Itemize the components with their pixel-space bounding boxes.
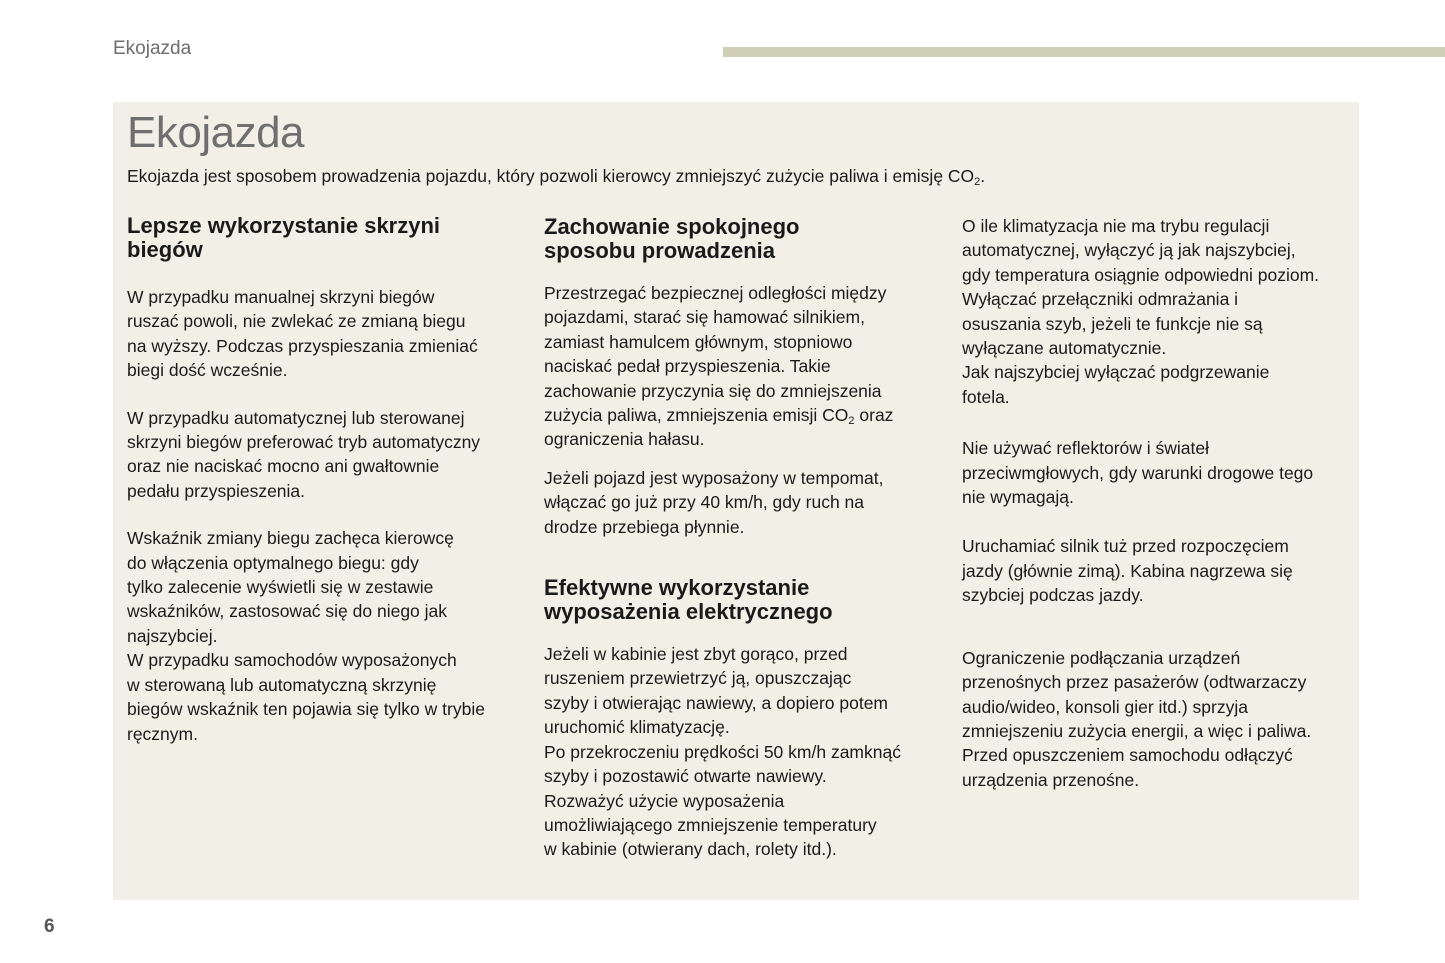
header-accent-bar bbox=[723, 47, 1445, 57]
paragraph-portable-devices: Ograniczenie podłączania urządzeń przenośnych przez pasażerów (odtwarzaczy audio/wideo, konsoli gier itd.) sprzyja zmniejszeniu zużycia energii, a więc i paliwa. Przed opuszczeniem samochodu odłączyć urządzenia przenośne. bbox=[962, 647, 1312, 790]
paragraph-air-conditioning: O ile klimatyzacja nie ma trybu regulacji automatycznej, wyłączyć ją jak najszybciej, gdy temperatura osiągnie odpowiedni poziom. Wyłączać przełączniki odmrażania i osuszania szyb, jeżeli te funkcje nie są wyłączane automatycznie. Jak najszybciej wyłączać podgrzewanie fotela. bbox=[962, 216, 1320, 407]
paragraph-manual-gearbox: W przypadku manualnej skrzyni biegów ruszać powoli, nie zwlekać ze zmianą biegu na wyższy. Podczas przyspieszania zmieniać biegi dość wcześnie. bbox=[127, 287, 478, 381]
intro-paragraph bbox=[127, 166, 985, 188]
column-driving-style bbox=[544, 214, 934, 862]
paragraph-cruise-control: Jeżeli pojazd jest wyposażony w tempomat, włączać go już przy 40 km/h, gdy ruch na drodze przebiega płynnie. bbox=[544, 467, 884, 537]
safe-distance-text: Przestrzegać bezpiecznej odległości między pojazdami, starać się hamować silnikiem, zamiast hamulcem głównym, stopniowo naciskać pedał przyspieszenia. Takie zachowanie przyczynia się do zmniejszenia zużycia paliwa, zmniejszenia emisji CO bbox=[544, 283, 887, 426]
content-panel bbox=[113, 102, 1359, 900]
paragraph-fog-lights: Nie używać reflektorów i świateł przeciwmgłowych, gdy warunki drogowe tego nie wymagają. bbox=[962, 438, 1314, 508]
column-electrical-tips bbox=[962, 214, 1357, 792]
paragraph-safe-distance bbox=[544, 281, 934, 452]
safe-distance-text-end: oraz ograniczenia hałasu. bbox=[544, 405, 894, 450]
paragraph-engine-start: Uruchamiać silnik tuż przed rozpoczęciem jazdy (głównie zimą). Kabina nagrzewa się szybciej podczas jazdy. bbox=[962, 536, 1293, 606]
intro-subscript: 2 bbox=[974, 176, 981, 188]
paragraph-gear-indicator: Wskaźnik zmiany biegu zachęca kierowcę do włączenia optymalnego biegu: gdy tylko zalecenie wyświetli się w zestawie wskaźników, zastosować się do niego jak najszybciej. W przypadku samochodów wyposażonych w sterowaną lub automatyczną skrzynię biegów wskaźnik ten pojawia się tylko w trybie ręcznym. bbox=[127, 528, 485, 744]
header-section-title: Ekojazda bbox=[113, 38, 192, 59]
heading-driving-style: Zachowanie spokojnego sposobu prowadzenia bbox=[544, 214, 800, 263]
paragraph-automatic-gearbox: W przypadku automatycznej lub sterowanej skrzyni biegów preferować tryb automatyczny oraz nie naciskać mocno ani gwałtownie pedału przyspieszenia. bbox=[127, 407, 481, 501]
heading-electrical-equipment: Efektywne wykorzystanie wyposażenia elektrycznego bbox=[544, 575, 833, 625]
paragraph-cabin-ventilation: Jeżeli w kabinie jest zbyt gorąco, przed ruszeniem przewietrzyć ją, opuszczając szyby i otwierając nawiewy, a dopiero potem uruchomić klimatyzację. Po przekroczeniu prędkości 50 km/h zamknąć szyby i pozostawić otwarte nawiewy. Rozważyć użycie wyposażenia umożliwiającego zmniejszenie temperatury w kabinie (otwierany dach, rolety itd.). bbox=[544, 644, 901, 860]
heading-gearbox: Lepsze wykorzystanie skrzyni biegów bbox=[127, 213, 441, 262]
page-number: 6 bbox=[44, 916, 55, 937]
column-gearbox bbox=[127, 214, 517, 746]
intro-end: . bbox=[980, 166, 986, 186]
page-title: Ekojazda bbox=[127, 108, 305, 157]
safe-distance-subscript: 2 bbox=[848, 415, 855, 428]
intro-text: Ekojazda jest sposobem prowadzenia pojazdu, który pozwoli kierowcy zmniejszyć zużycie paliwa i emisję CO bbox=[127, 166, 975, 186]
